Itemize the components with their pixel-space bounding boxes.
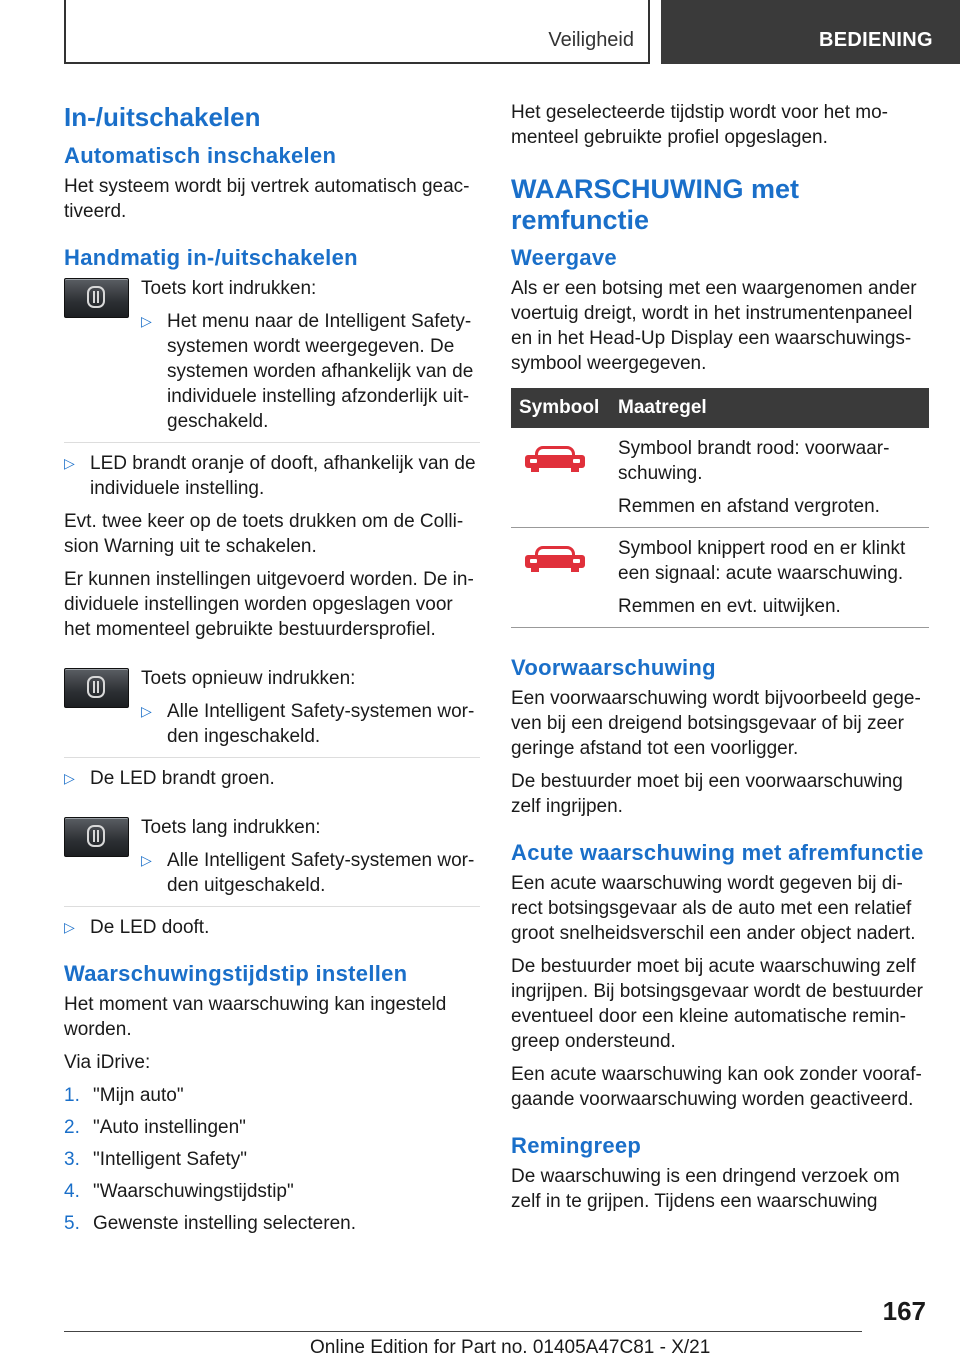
step-text: "Mijn auto" (93, 1085, 184, 1106)
paragraph-auto: Het systeem wordt bij vertrek automatisch geac-tiveerd. (64, 176, 470, 222)
chapter-tab (661, 0, 960, 64)
section-title: Veiligheid (548, 29, 634, 51)
heading-brake: Remingreep (511, 1133, 642, 1158)
car-warning-red-icon (525, 546, 585, 572)
header-frame-bottom (64, 62, 650, 64)
heading-onoff: In-/uitschakelen (64, 102, 261, 132)
paragraph-time: Het moment van waarschuwing kan ingesteld worden. (64, 994, 447, 1040)
step-long-label: Toets lang indrukken: (141, 817, 321, 838)
list-item (64, 1211, 480, 1236)
heading-warning-time: Waarschuwingstijdstip instellen (64, 961, 408, 986)
bullet-triangle-icon: ▷ (141, 313, 152, 329)
safety-button-icon (64, 278, 129, 318)
paragraph-acute2: De bestuurder moet bij acute waarschuwing zelf ingrijpen. Bij botsingsgevaar wordt de bestuurder eventueel door een kleine automatische remin-greep ondersteund. (511, 956, 923, 1052)
table-header-measure: Maatregel (610, 388, 929, 428)
paragraph-display: Als er een botsing met een waargenomen ander voertuig dreigt, wordt in het instrumentenpaneel en in het Head-Up Display een waarschuwings-symbool weergegeven. (511, 278, 917, 374)
heading-acute: Acute waarschuwing met afremfunctie (511, 840, 924, 865)
bullet-triangle-icon: ▷ (141, 852, 152, 868)
table-cell: Remmen en afstand vergroten. (618, 496, 880, 517)
list-item (64, 1115, 480, 1140)
bullet-triangle-icon: ▷ (141, 703, 152, 719)
bullet-triangle-icon: ▷ (64, 455, 75, 471)
table-row (511, 528, 929, 628)
heading-display: Weergave (511, 245, 617, 270)
heading-auto: Automatisch inschakelen (64, 143, 337, 168)
step-number: 5. (64, 1213, 80, 1234)
step-short-press (64, 276, 480, 434)
footer-edition: Online Edition for Part no. 01405A47C81 - X/21 (310, 1337, 711, 1358)
idrive-steps (64, 1083, 480, 1236)
table-header-symbol: Symbool (511, 388, 610, 428)
heading-manual: Handmatig in-/uitschakelen (64, 245, 358, 270)
table-cell: Remmen en evt. uitwijken. (618, 596, 841, 617)
table-cell: Symbool knippert rood en er klinkt een signaal: acute waarschuwing. (618, 538, 906, 584)
step-press-again (64, 666, 480, 749)
step-number: 3. (64, 1149, 80, 1170)
table-cell: Symbool brandt rood: voorwaar-schuwing. (618, 438, 890, 484)
step-number: 1. (64, 1085, 80, 1106)
symbol-table (511, 388, 929, 628)
paragraph-saved: Het geselecteerde tijdstip wordt voor het mo-menteel gebruikte profiel opgeslagen. (511, 102, 889, 148)
heading-warning: WAARSCHUWING met remfunctie (511, 174, 799, 235)
paragraph-brake: De waarschuwing is een dringend verzoek om zelf in te grijpen. Tijdens een waarschuwing (511, 1166, 900, 1212)
page-number: 167 (882, 1296, 926, 1326)
paragraph-pre2: De bestuurder moet bij een voorwaarschuwing zelf ingrijpen. (511, 771, 903, 817)
paragraph-acute1: Een acute waarschuwing wordt gegeven bij di-rect botsingsgevaar als de auto met een relatief groot snelheidsverschil een ander object nadert. (511, 873, 916, 944)
list-item (64, 1083, 480, 1108)
car-warning-red-icon (525, 446, 585, 472)
step-text: "Waarschuwingstijdstip" (93, 1181, 294, 1202)
safety-button-icon (64, 668, 129, 708)
list-item-text: Alle Intelligent Safety-systemen wor-den uitgeschakeld. (167, 850, 475, 896)
list-item (64, 915, 480, 940)
list-item-text: De LED dooft. (90, 917, 210, 938)
list-item (141, 848, 480, 898)
chapter-title: BEDIENING (819, 29, 933, 51)
step-number: 4. (64, 1181, 80, 1202)
step-long-press (64, 815, 480, 898)
step-text: "Intelligent Safety" (93, 1149, 247, 1170)
list-item (141, 309, 480, 434)
list-item (64, 451, 480, 501)
table-row (511, 428, 929, 528)
heading-prewarning: Voorwaarschuwing (511, 655, 716, 680)
bullet-triangle-icon: ▷ (64, 770, 75, 786)
list-item (64, 1147, 480, 1172)
step-text: Gewenste instelling selecteren. (93, 1213, 356, 1234)
step-text: "Auto instellingen" (93, 1117, 246, 1138)
paragraph-acute3: Een acute waarschuwing kan ook zonder vooraf-gaande voorwaarschuwing worden geactiveerd. (511, 1064, 922, 1110)
header-frame-left (64, 0, 66, 64)
right-column (511, 100, 929, 1222)
list-item (64, 1179, 480, 1204)
list-item-text: LED brandt oranje of dooft, afhankelijk van de individuele instelling. (90, 453, 476, 499)
paragraph-twice: Evt. twee keer op de toets drukken om de Colli-sion Warning uit te schakelen. (64, 511, 464, 557)
left-column (64, 100, 480, 1243)
bullet-triangle-icon: ▷ (64, 919, 75, 935)
list-item (141, 699, 480, 749)
list-item-text: Het menu naar de Intelligent Safety-systemen wordt weergegeven. De systemen worden afhankelijk van de individuele instelling afzonderlijk uit-geschakeld. (167, 311, 474, 432)
step-again-label: Toets opnieuw indrukken: (141, 668, 356, 689)
paragraph-idrive: Via iDrive: (64, 1052, 151, 1073)
paragraph-pre1: Een voorwaarschuwing wordt bijvoorbeeld gege-ven bij een dreigend botsingsgevaar of bij zeer geringe afstand tot een voorligger. (511, 688, 921, 759)
step-number: 2. (64, 1117, 80, 1138)
safety-button-icon (64, 817, 129, 857)
list-item-text: Alle Intelligent Safety-systemen wor-den ingeschakeld. (167, 701, 475, 747)
step-short-label: Toets kort indrukken: (141, 278, 317, 299)
paragraph-settings: Er kunnen instellingen uitgevoerd worden. De in-dividuele instellingen worden opgeslagen voor het momenteel gebruikte bestuurdersprofiel. (64, 569, 474, 640)
list-item-text: De LED brandt groen. (90, 768, 275, 789)
header-frame-right (648, 0, 650, 64)
footer-rule (64, 1331, 862, 1332)
list-item (64, 766, 480, 791)
